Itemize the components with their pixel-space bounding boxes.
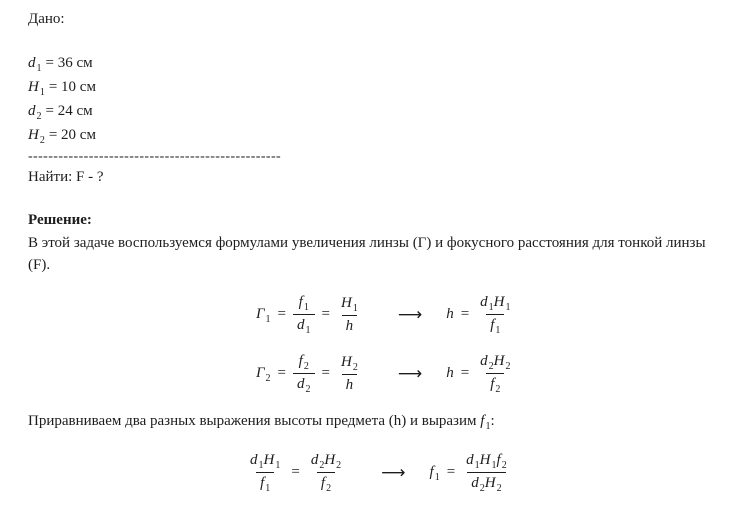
equals-sign: = <box>321 306 330 322</box>
variable-subscript: 2 <box>39 135 45 146</box>
fraction: $\frac{d_1H_1}{f_1}$ <box>250 452 281 494</box>
fraction: $\frac{H_1}{h}$ <box>340 295 358 334</box>
equals-sign: = <box>460 306 470 322</box>
arrow-right-icon: ⟶ <box>397 304 423 325</box>
solution-intro: В этой задаче воспользуемся формулами увеличения линзы (Г) и фокусного расстояния для тонкой линзы (F). <box>28 235 706 273</box>
f1-variable: f <box>480 413 485 429</box>
given-section <box>28 10 712 187</box>
given-item <box>28 76 712 100</box>
subscript: 2 <box>265 373 271 384</box>
dashed-separator: -------------------------------------------------- <box>28 149 282 164</box>
variable-value: = 36 см <box>45 55 93 71</box>
equals-sign: = <box>277 365 287 381</box>
magnification-equation-2 <box>256 351 362 396</box>
equals-sign: = <box>321 365 330 381</box>
equals-sign: = <box>460 365 470 381</box>
variable-subscript: 2 <box>36 111 42 122</box>
step-text-colon: : <box>490 413 495 429</box>
f1-result-expression: $f_1$ = $\frac{d_1H_1f_2}{d_2H_2}$ <box>430 450 511 495</box>
variable-value: = 20 см <box>48 127 96 143</box>
gamma-symbol: Γ <box>256 306 265 322</box>
equals-sign: = <box>291 464 300 480</box>
step-text-body: Приравниваем два разных выражения высоты предмета (h) и выразим <box>28 413 477 429</box>
variable-name: H <box>28 127 39 143</box>
given-item <box>28 100 712 124</box>
given-item <box>28 124 712 148</box>
given-values <box>28 52 712 148</box>
formula-row-3 <box>246 450 712 495</box>
variable-name: d <box>28 103 36 119</box>
fraction: $\frac{H_2}{h}$ <box>340 354 358 393</box>
height-expression-1: h = $\frac{d_1H_1}{f_1}$ <box>446 292 514 337</box>
fraction: $\frac{d_1H_1f_2}{d_2H_2}$ <box>466 452 507 494</box>
equals-sign: = <box>277 306 287 322</box>
fraction: $\frac{f_1}{d_1}$ <box>293 292 315 337</box>
variable-subscript: 1 <box>36 63 42 74</box>
fraction: $\frac{d_2H_2}{f_2}$ <box>480 353 511 395</box>
variable-name: d <box>28 55 36 71</box>
gamma-symbol: Γ <box>256 365 265 381</box>
page-container <box>28 10 712 495</box>
variable-subscript: 1 <box>39 87 45 98</box>
fraction: $\frac{f_2}{d_2}$ <box>293 351 315 396</box>
find-line: Найти: F - ? <box>28 169 104 185</box>
equated-heights-equation <box>246 450 345 495</box>
formula-row-1 <box>256 292 712 337</box>
equals-sign: = <box>446 464 456 480</box>
arrow-right-icon: ⟶ <box>397 363 423 384</box>
fraction: $\frac{d_2H_2}{f_2}$ <box>310 452 342 494</box>
arrow-right-icon: ⟶ <box>381 462 406 483</box>
variable-value: = 10 см <box>48 79 96 95</box>
variable-name: H <box>28 79 39 95</box>
subscript: 1 <box>265 314 271 325</box>
formula-row-2 <box>256 351 712 396</box>
solution-title: Решение: <box>28 212 92 228</box>
step-text: Приравниваем два разных выражения высоты предмета (h) и выразим $f_1$: <box>28 413 495 432</box>
given-title: Дано: <box>28 11 65 27</box>
height-expression-2: h = $\frac{d_2H_2}{f_2}$ <box>446 351 514 396</box>
given-item <box>28 52 712 76</box>
variable-value: = 24 см <box>45 103 93 119</box>
fraction: $\frac{d_1H_1}{f_1}$ <box>480 294 511 336</box>
magnification-equation-1 <box>256 292 362 337</box>
solution-section <box>28 211 712 495</box>
